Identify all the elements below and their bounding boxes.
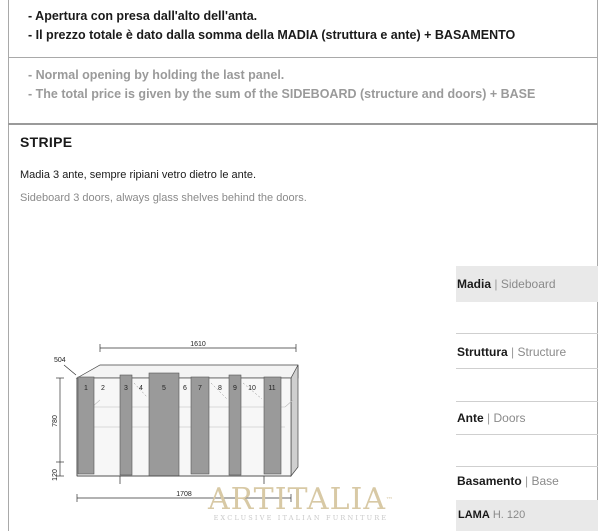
spec-label-it: Struttura	[457, 345, 508, 359]
notes-english	[8, 58, 598, 125]
note-it-2: - Il prezzo totale è dato dalla somma della MADIA (struttura e ante) + BASAMENTO	[28, 28, 516, 42]
panel-number: 1	[84, 385, 88, 392]
panel-number: 4	[139, 385, 143, 392]
note-en-1: - Normal opening by holding the last panel.	[28, 68, 285, 82]
panel-number: 9	[233, 385, 237, 392]
spec-label-it: Basamento	[457, 474, 522, 488]
spec-separator: |	[487, 411, 491, 425]
divider	[456, 466, 598, 467]
product-description-en: Sideboard 3 doors, always glass shelves behind the doors.	[20, 192, 307, 204]
spec-label-ante	[457, 411, 526, 425]
spec-separator: |	[525, 474, 529, 488]
spec-label-en: Sideboard	[500, 277, 556, 291]
dim-top-width: 1610	[190, 341, 206, 348]
panel-number: 8	[218, 385, 222, 392]
spec-separator: |	[511, 345, 515, 359]
panel-number: 6	[183, 385, 187, 392]
artitalia-logo	[198, 484, 404, 528]
notes-italian	[8, 0, 598, 58]
spec-label-en: Base	[531, 474, 559, 488]
dim-height: 780	[52, 415, 59, 427]
base-option-lama	[458, 509, 525, 521]
panel-number: 11	[268, 385, 276, 392]
logo-wordmark: ARTITALIA™	[207, 482, 395, 517]
cabinet-top	[77, 365, 298, 378]
panel-number: 2	[101, 385, 105, 392]
dim-bottom-width: 1708	[176, 491, 192, 498]
cabinet-side	[291, 365, 298, 476]
base-height: H. 120	[492, 509, 526, 521]
spec-separator: |	[494, 277, 498, 291]
spec-label-en: Doors	[493, 411, 526, 425]
divider	[456, 401, 598, 402]
divider	[456, 434, 598, 435]
panel-number: 3	[124, 385, 128, 392]
logo-tagline: EXCLUSIVE ITALIAN FURNITURE	[213, 514, 389, 522]
base-code: LAMA	[458, 509, 490, 521]
spec-label-basamento	[457, 474, 559, 488]
note-en-2: - The total price is given by the sum of the SIDEBOARD (structure and doors) + BASE	[28, 87, 536, 101]
product-title: STRIPE	[20, 134, 73, 150]
spec-label-it: Ante	[457, 411, 484, 425]
spec-label-madia	[457, 277, 556, 291]
dim-base: 120	[52, 469, 59, 481]
panel-number: 7	[198, 385, 202, 392]
panel-number: 10	[248, 385, 256, 392]
divider	[456, 368, 598, 369]
divider	[456, 333, 598, 334]
dim-depth: 504	[54, 357, 66, 364]
spec-label-en: Structure	[517, 345, 567, 359]
product-description-it: Madia 3 ante, sempre ripiani vetro dietro le ante.	[20, 169, 257, 181]
note-it-1: - Apertura con presa dall'alto dell'anta.	[28, 9, 258, 23]
spec-label-it: Madia	[457, 277, 492, 291]
panel-number: 5	[162, 385, 166, 392]
spec-label-struttura	[457, 345, 566, 359]
